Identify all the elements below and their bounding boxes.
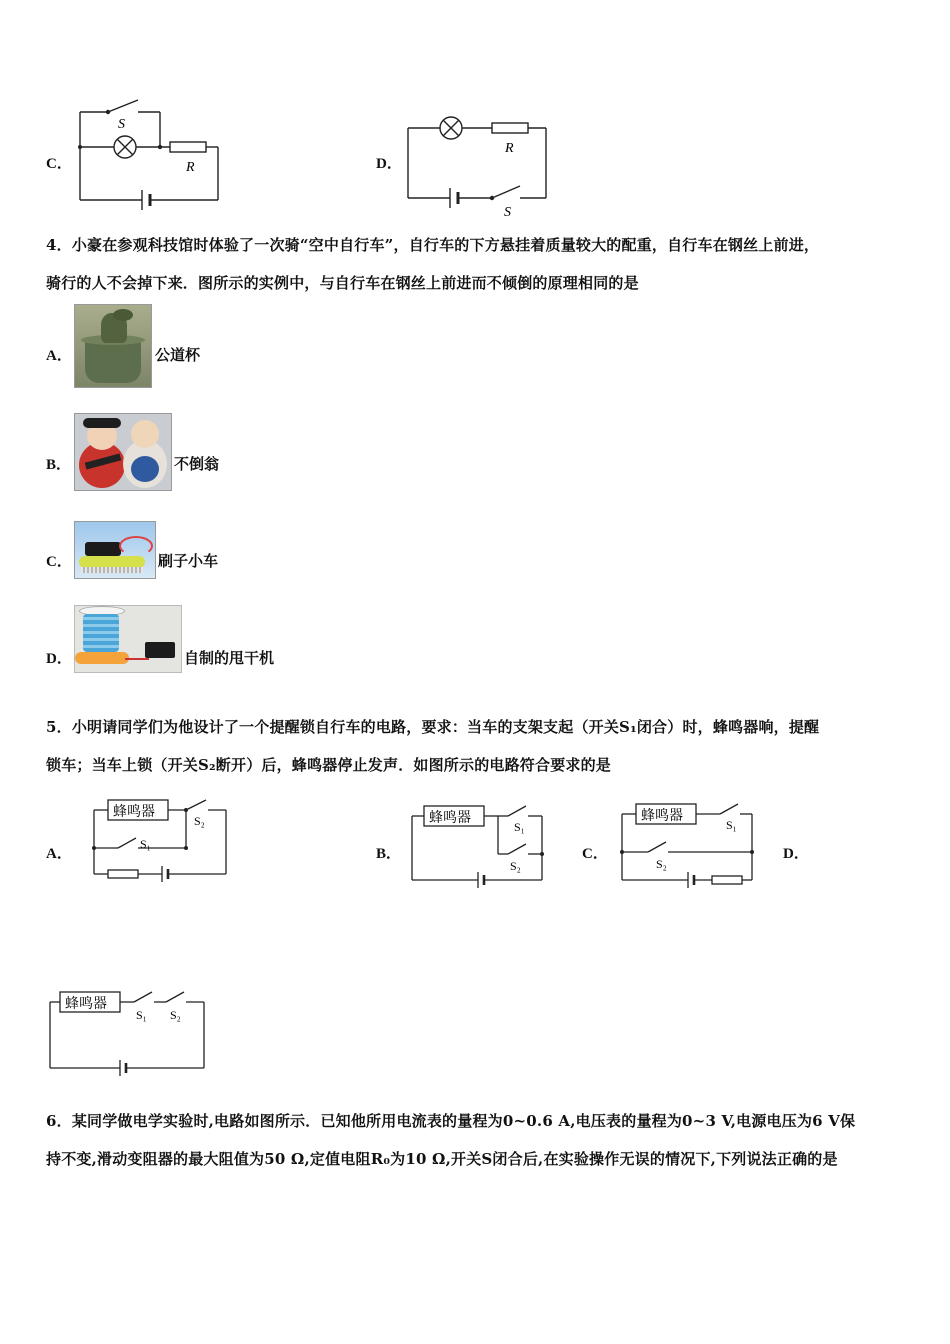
q3-option-d-label[interactable]: D． <box>376 156 402 172</box>
q4-photo-brush-car <box>74 521 156 579</box>
s1-label-a: S₁ <box>140 837 151 851</box>
s1-label-b: S₁ <box>514 820 525 834</box>
q3c-switch-label: S <box>118 117 125 132</box>
q4-option-d-label[interactable]: D． <box>46 651 72 667</box>
q3-option-c-label[interactable]: C． <box>46 156 72 172</box>
q3-circuit-c <box>70 95 230 220</box>
q4-option-c-caption: 刷子小车 <box>158 552 219 570</box>
q5-option-a-label[interactable]: A． <box>46 846 72 862</box>
q4-photo-dryer <box>74 605 182 673</box>
q4-photo-cup <box>74 304 152 388</box>
buzzer-label-a: 蜂鸣器 <box>113 805 155 820</box>
s2-label-a: S₂ <box>194 814 205 828</box>
q5-stem-line1: 5．小明请同学们为他设计了一个提醒锁自行车的电路，要求：当车的支架支起（开关S₁闭合）时，蜂鸣器响，提醒 <box>46 718 820 736</box>
s2-label-d: S₂ <box>170 1008 181 1022</box>
q5-circuit-d <box>44 984 214 1080</box>
q4-stem-line2: 骑行的人不会掉下来．图所示的实例中，与自行车在钢丝上前进而不倾倒的原理相同的是 <box>46 274 639 292</box>
q4-stem-line1: 4．小豪在参观科技馆时体验了一次骑“空中自行车”，自行车的下方悬挂着质量较大的配重，自行车在钢丝上前进， <box>46 236 820 254</box>
s2-label-b: S₂ <box>510 859 521 873</box>
q5-stem-line2: 锁车；当车上锁（开关S₂断开）后，蜂鸣器停止发声．如图所示的电路符合要求的是 <box>46 756 612 774</box>
q5-circuit-a <box>86 792 236 888</box>
q4-option-d-caption: 自制的甩干机 <box>184 649 275 667</box>
q6-stem-line2: 持不变,滑动变阻器的最大阻值为50 Ω,定值电阻R₀为10 Ω,开关S闭合后,在实验操作无误的情况下,下列说法正确的是 <box>46 1150 838 1168</box>
s1-label-c: S₁ <box>726 818 737 832</box>
buzzer-label-d: 蜂鸣器 <box>65 997 107 1012</box>
q4-photo-tumblers <box>74 413 172 491</box>
q3d-resistor-label: R <box>505 141 514 156</box>
q3-circuit-d <box>400 110 560 222</box>
q4-option-b-caption: 不倒翁 <box>174 455 220 473</box>
q5-circuit-b <box>404 800 550 892</box>
s2-label-c: S₂ <box>656 857 667 871</box>
s1-label-d: S₁ <box>136 1008 147 1022</box>
q6-stem-line1: 6．某同学做电学实验时,电路如图所示．已知他所用电流表的量程为0~0.6 A,电压表的量程为0~3 V,电源电压为6 V保 <box>46 1112 856 1130</box>
buzzer-label-c: 蜂鸣器 <box>641 809 683 824</box>
q4-option-a-label[interactable]: A． <box>46 348 72 364</box>
q6-stem <box>46 1102 926 1178</box>
q5-option-b-label[interactable]: B． <box>376 846 402 862</box>
q4-option-a-caption: 公道杯 <box>155 346 201 364</box>
q4-option-c-label[interactable]: C． <box>46 554 72 570</box>
q5-option-c-label[interactable]: C． <box>582 846 608 862</box>
q5-circuit-c <box>612 796 762 892</box>
q3c-resistor-label: R <box>186 160 195 175</box>
q5-stem <box>46 708 916 784</box>
q4-option-b-label[interactable]: B． <box>46 457 72 473</box>
q5-option-d-label[interactable]: D． <box>783 846 809 862</box>
q4-stem <box>46 226 916 302</box>
q3d-switch-label: S <box>504 205 511 220</box>
buzzer-label-b: 蜂鸣器 <box>429 811 471 826</box>
